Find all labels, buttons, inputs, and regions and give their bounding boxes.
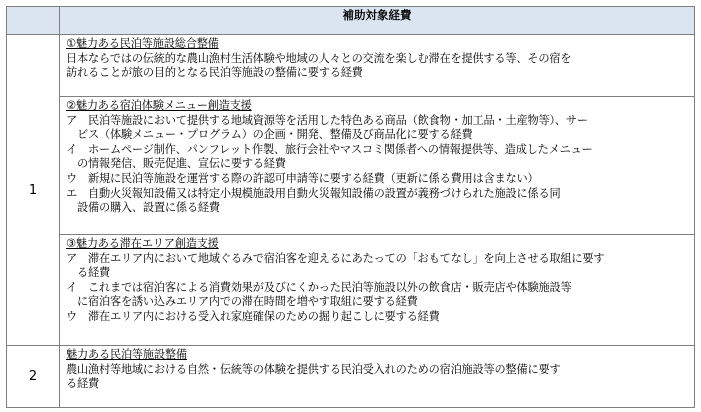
section-line: ア 滞在エリア内において地域ぐるみで宿泊客を迎えるにあたっての「おもてなし」を向上させる取組に要す	[66, 251, 605, 265]
section-title: ③魅力ある滞在エリア創造支援	[66, 237, 219, 250]
section-line: 訪れることが旅の目的となる民泊等施設の整備に要する経費	[66, 66, 363, 80]
section-line: に宿泊客を誘い込みエリア内での滞在時間を増やす取組に要する経費	[66, 295, 418, 309]
section-line: 日本ならではの伝統的な農山漁村生活体験や地域の人々との交流を楽しむ滞在を提供する等、その宿を	[66, 51, 572, 65]
row-number: 1	[7, 35, 60, 346]
section-cell	[60, 35, 695, 97]
table-row	[7, 346, 695, 408]
section-title: ②魅力ある宿泊体験メニュー創造支援	[66, 99, 252, 112]
table-row	[7, 97, 695, 235]
section-cell	[60, 97, 695, 235]
section-line: イ これまでは宿泊客による消費効果が及びにくかった民泊等施設以外の飲食店・販売店や体験施設等	[66, 280, 572, 294]
table-row	[7, 235, 695, 346]
section-line: ウ 新規に民泊等施設を運営する際の許認可申請等に要する経費（更新に係る費用は含まない）	[66, 171, 539, 185]
header-title: 補助対象経費	[60, 7, 695, 35]
section-line: ビス（体験メニュー・プログラム）の企画・開発、整備及び商品化に要する経費	[66, 128, 473, 142]
section-line: る経費	[66, 266, 110, 280]
section-title: ①魅力ある民泊等施設総合整備	[66, 37, 219, 50]
row-number: 2	[7, 346, 60, 408]
section-cell	[60, 346, 695, 408]
section-line: ウ 滞在エリア内における受入れ家庭確保のための掘り起こしに要する経費	[66, 309, 440, 323]
section-line: 農山漁村等地域における自然・伝統等の体験を提供する民泊受入れのための宿泊施設等の整備に要す	[66, 362, 561, 376]
section-cell	[60, 235, 695, 346]
section-line: 設備の購入、設置に係る経費	[66, 201, 220, 215]
section-line: の情報発信、販売促進、宣伝に要する経費	[66, 157, 286, 171]
section-title: 魅力ある民泊等施設整備	[66, 348, 187, 361]
header-empty-cell	[7, 7, 60, 35]
table-header-row	[7, 7, 695, 35]
table-row	[7, 35, 695, 97]
section-line: エ 自動火災報知設備又は特定小規模施設用自動火災報知設備の設置が義務づけられた施設に係る同	[66, 186, 561, 200]
subsidy-table	[6, 6, 695, 408]
section-line: イ ホームページ制作、パンフレット作製、旅行会社やマスコミ関係者への情報提供等、造成したメニュー	[66, 142, 593, 156]
section-line: る経費	[66, 377, 99, 391]
section-line: ア 民泊等施設において提供する地域資源等を活用した特色ある商品（飲食物・加工品・土産物等）、サー	[66, 113, 588, 127]
